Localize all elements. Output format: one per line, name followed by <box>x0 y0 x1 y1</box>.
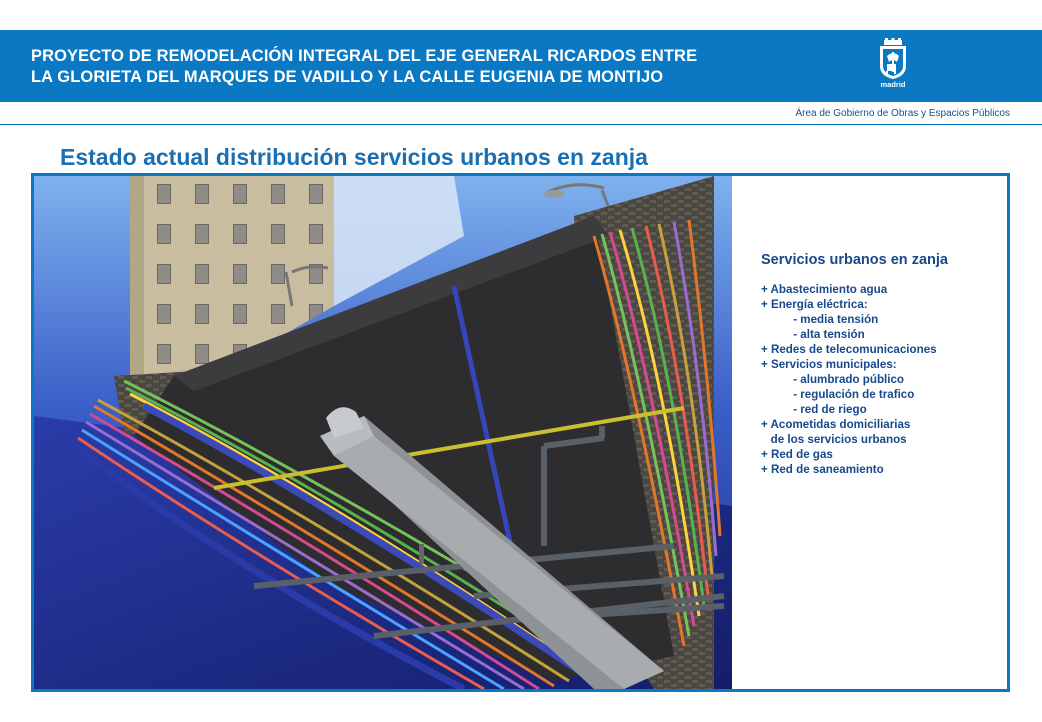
legend-item: - media tensión <box>761 313 879 326</box>
department-label: Área de Gobierno de Obras y Espacios Públicos <box>795 108 1010 119</box>
legend-panel <box>761 252 1001 477</box>
legend-item: de los servicios urbanos <box>761 433 907 446</box>
legend-item: + Red de gas <box>761 448 833 461</box>
legend-item: + Acometidas domiciliarias <box>761 418 911 431</box>
project-title-line-1: PROYECTO DE REMODELACIÓN INTEGRAL DEL EJE GENERAL RICARDOS ENTRE <box>31 47 698 65</box>
legend-item: + Red de saneamiento <box>761 463 884 476</box>
legend-item: - alumbrado público <box>761 373 904 386</box>
header-divider <box>0 124 1042 125</box>
trench-illustration <box>34 176 732 689</box>
legend-item: - red de riego <box>761 403 867 416</box>
madrid-logo <box>873 38 913 94</box>
legend-item: + Energía eléctrica: <box>761 298 868 311</box>
legend-item: + Redes de telecomunicaciones <box>761 343 937 356</box>
header-band <box>0 30 1042 102</box>
content-frame <box>31 173 1010 692</box>
project-title-line-2: LA GLORIETA DEL MARQUES DE VADILLO Y LA CALLE EUGENIA DE MONTIJO <box>31 68 664 86</box>
legend-title: Servicios urbanos en zanja <box>761 252 948 268</box>
legend-item: + Abastecimiento agua <box>761 283 888 296</box>
logo-text: madrid <box>880 80 906 89</box>
page-title: Estado actual distribución servicios urbanos en zanja <box>60 144 648 170</box>
legend-item: + Servicios municipales: <box>761 358 897 371</box>
legend-list <box>761 282 1001 477</box>
legend-item: - alta tensión <box>761 328 865 341</box>
legend-item: - regulación de trafico <box>761 388 915 401</box>
madrid-coat-of-arms-icon <box>873 38 913 80</box>
project-title <box>31 46 697 88</box>
